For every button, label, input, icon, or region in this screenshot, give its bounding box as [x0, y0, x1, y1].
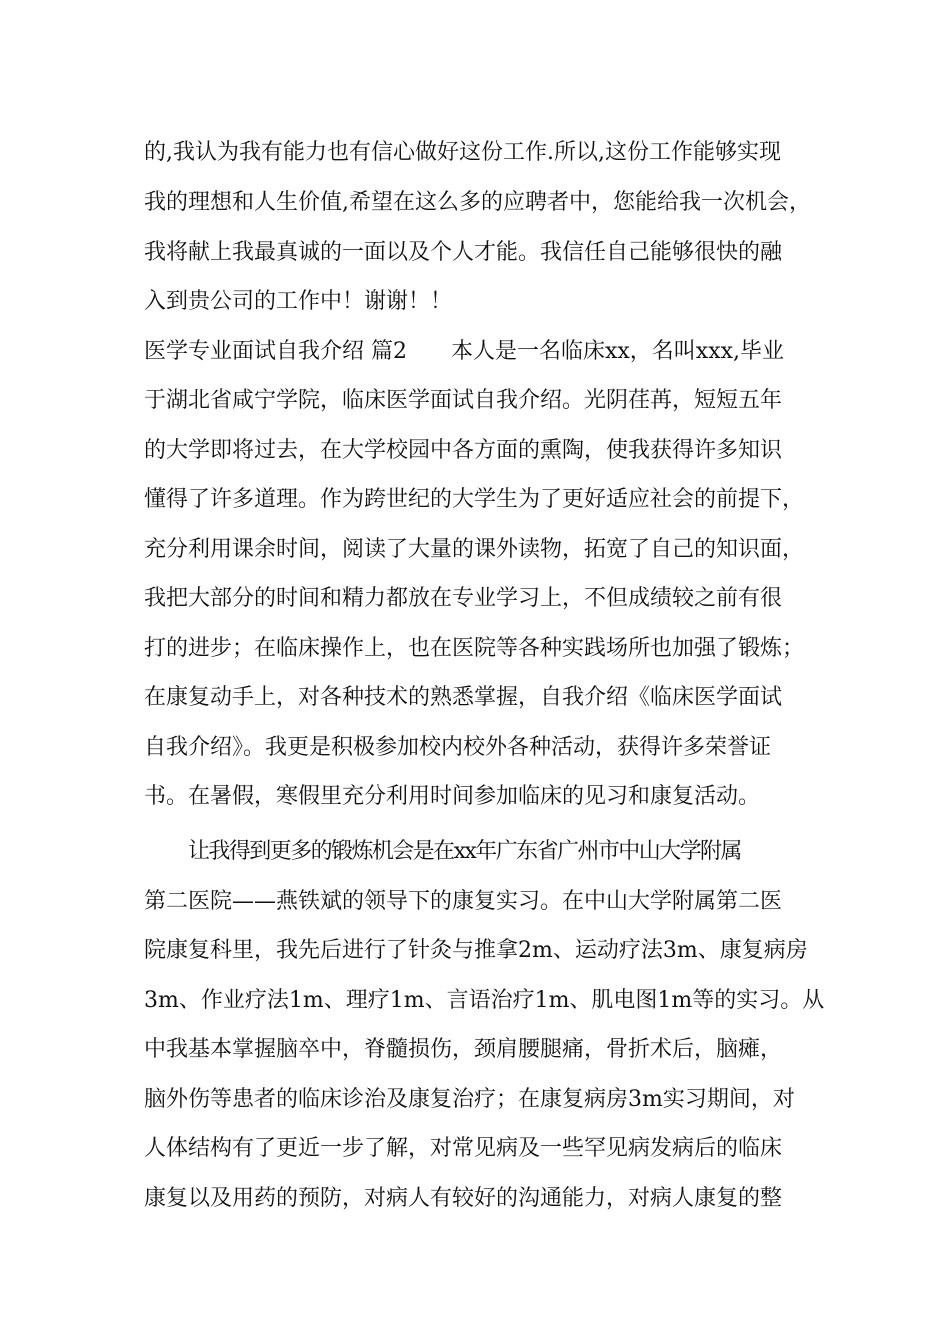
text-line: 入到贵公司的工作中！谢谢！！ — [144, 289, 453, 314]
text-line: 充分利用课余时间，阅读了大量的课外读物，拓宽了自己的知识面， — [144, 537, 805, 562]
text-line: 的大学即将过去，在大学校园中各方面的熏陶，使我获得许多知识 — [144, 438, 783, 463]
text-line: 我将献上我最真诚的一面以及个人才能。我信任自己能够很快的融 — [144, 240, 783, 265]
text-line: 书。在暑假，寒假里充分利用时间参加临床的见习和康复活动。 — [144, 784, 761, 809]
paragraph-first-line: 让我得到更多的锻炼机会是在xx年广东省广州市中山大学附属 — [188, 839, 741, 864]
text-line: 于湖北省咸宁学院，临床医学面试自我介绍。光阴荏苒，短短五年 — [144, 388, 783, 413]
text-line: 脑外伤等患者的临床诊治及康复治疗；在康复病房3m实习期间，对 — [144, 1087, 795, 1112]
text-line: 打的进步；在临床操作上，也在医院等各种实践场所也加强了锻炼； — [144, 636, 805, 661]
text-line: 在康复动手上，对各种技术的熟悉掌握，自我介绍《临床医学面试 — [144, 685, 783, 710]
text-line: 中我基本掌握脑卒中，脊髓损伤，颈肩腰腿痛，骨折术后，脑瘫， — [144, 1037, 783, 1062]
text-line: 第二医院——燕铁斌的领导下的康复实习。在中山大学附属第二医 — [144, 889, 783, 914]
section-heading-line: 医学专业面试自我介绍 篇2 本人是一名临床xx，名叫xxx,毕业 — [144, 339, 785, 364]
text-line: 懂得了许多道理。作为跨世纪的大学生为了更好适应社会的前提下， — [144, 487, 805, 512]
text-line: 3m、作业疗法1m、理疗1m、言语治疗1m、肌电图1m等的实习。从 — [144, 988, 825, 1013]
text-line: 我把大部分的时间和精力都放在专业学习上，不但成绩较之前有很 — [144, 586, 783, 611]
text-line: 的,我认为我有能力也有信心做好这份工作.所以,这份工作能够实现 — [144, 140, 781, 165]
text-line: 人体结构有了更近一步了解，对常见病及一些罕见病发病后的临床 — [144, 1136, 783, 1161]
text-line: 自我介绍》。我更是积极参加校内校外各种活动，获得许多荣誉证 — [144, 735, 772, 760]
text-line: 院康复科里，我先后进行了针灸与推拿2m、运动疗法3m、康复病房 — [144, 938, 808, 963]
text-line: 我的理想和人生价值,希望在这么多的应聘者中，您能给我一次机会， — [144, 190, 811, 215]
text-line: 康复以及用药的预防，对病人有较好的沟通能力，对病人康复的整 — [144, 1186, 783, 1211]
